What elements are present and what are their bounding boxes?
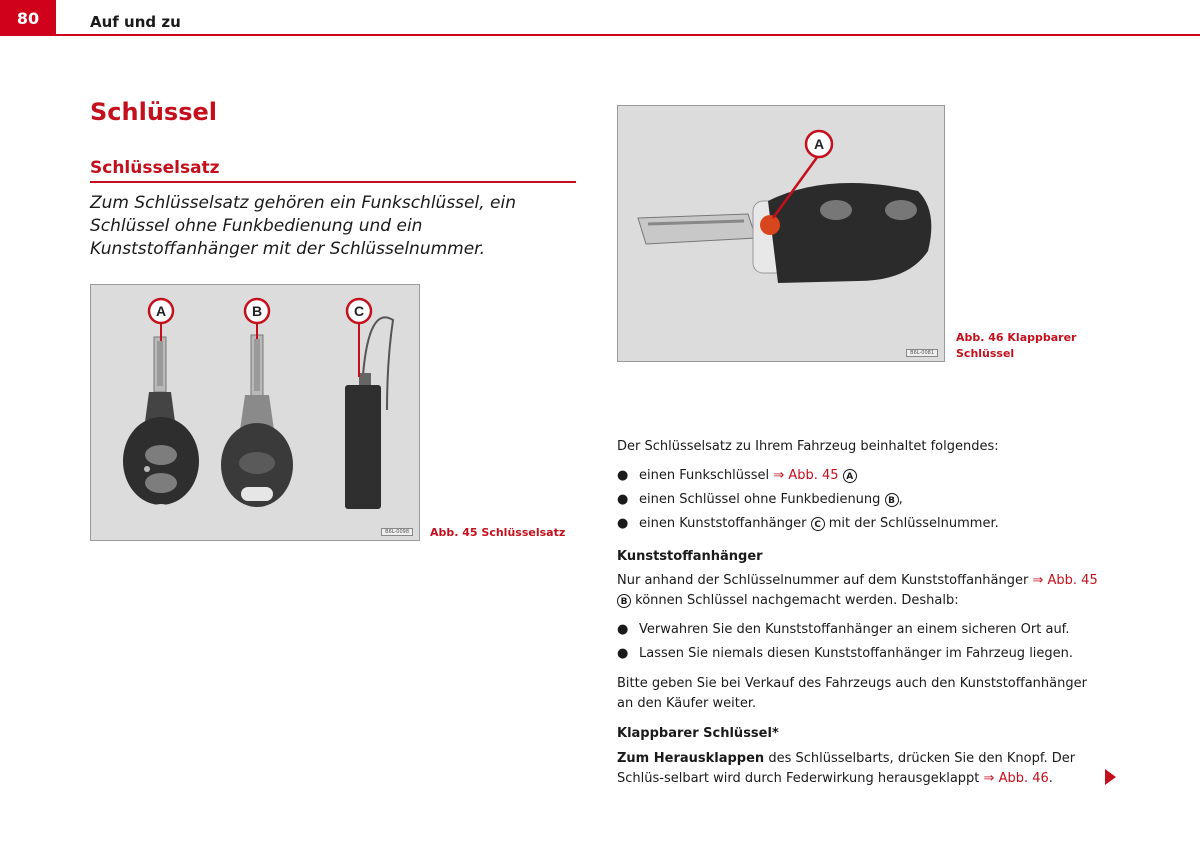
label-a-circle	[149, 299, 173, 323]
paragraph-text: des Schlüsselbarts, drücken Sie den Knopf. Der Schlüs-selbart wird durch Federwirkung herausgeklappt	[617, 751, 1076, 786]
plastic-tag-graphic	[345, 317, 393, 509]
section-rule	[90, 181, 576, 183]
bullet-icon: ●	[617, 516, 629, 531]
paragraph-intro: Der Schlüsselsatz zu Ihrem Fahrzeug beinhaltet folgendes:	[617, 439, 999, 454]
folding-key-graphic	[638, 183, 931, 283]
bullet-icon: ●	[617, 622, 629, 637]
bullet-text: einen Funkschlüssel	[639, 468, 770, 483]
label-a-circle	[806, 131, 832, 157]
paragraph-text: Nur anhand der Schlüsselnummer auf dem Kunststoffanhänger	[617, 573, 1029, 588]
fig46-label-a: A	[813, 136, 825, 152]
folding-key-illustration	[618, 106, 944, 361]
fig45-label-a: A	[155, 303, 167, 319]
section-title: Schlüsselsatz	[90, 158, 220, 178]
fig45-label-b: B	[251, 303, 263, 319]
section-intro: Zum Schlüsselsatz gehören ein Funkschlüssel, ein Schlüssel ohne Funkbedienung und ein Kunststoffanhänger mit der Schlüsselnummer.	[90, 193, 516, 259]
bullet-text: einen Schlüssel ohne Funkbedienung	[639, 492, 881, 507]
triangle-right-icon[interactable]	[1105, 769, 1116, 785]
bullet-icon: ●	[617, 492, 629, 507]
paragraph-folding	[617, 749, 1107, 789]
circle-label: B	[617, 594, 631, 608]
bullet-text: einen Kunststoffanhänger	[639, 516, 807, 531]
subheading-folding-key: Klappbarer Schlüssel*	[617, 726, 779, 741]
figure-reference-link[interactable]: ⇒ Abb. 46	[983, 771, 1049, 786]
label-c-circle	[347, 299, 371, 323]
circle-label: B	[885, 493, 899, 507]
figure-folding-key	[617, 105, 945, 362]
figure-reference-link[interactable]: ⇒ Abb. 45	[1032, 573, 1098, 588]
figure-code: B6L-0098	[381, 528, 413, 536]
circle-label: A	[843, 469, 857, 483]
page-heading: Schlüssel	[90, 98, 217, 126]
bullet-suffix: mit der Schlüsselnummer.	[828, 516, 999, 531]
paragraph-text: können Schlüssel nachgemacht werden. Deshalb:	[635, 593, 959, 608]
header-title: Auf und zu	[90, 13, 181, 31]
paragraph-end: .	[1048, 771, 1053, 786]
bullet-text: Verwahren Sie den Kunststoffanhänger an einem sicheren Ort auf.	[639, 622, 1070, 637]
bullet-icon: ●	[617, 646, 629, 661]
figure-key-set	[90, 284, 420, 541]
header-rule	[56, 34, 1200, 36]
bullet-icon: ●	[617, 468, 629, 483]
page-number: 80	[0, 0, 56, 36]
paragraph-tag	[617, 571, 1107, 611]
radio-key-graphic	[123, 337, 199, 510]
bullet-suffix: ,	[898, 492, 903, 507]
key-set-illustration	[91, 285, 419, 540]
caption-abb-46: Abb. 46 Klappbarer Schlüssel	[956, 331, 1077, 360]
subheading-plastic-tag: Kunststoffanhänger	[617, 549, 763, 564]
bold-lead: Zum Herausklappen	[617, 751, 765, 766]
fig45-label-c: C	[353, 303, 365, 319]
circle-label: C	[811, 517, 825, 531]
bullet-text: Lassen Sie niemals diesen Kunststoffanhänger im Fahrzeug liegen.	[639, 646, 1074, 661]
label-b-circle	[245, 299, 269, 323]
caption-abb-45: Abb. 45 Schlüsselsatz	[430, 526, 566, 539]
figure-reference-link[interactable]: ⇒ Abb. 45	[773, 468, 839, 483]
plain-key-graphic	[221, 335, 293, 507]
paragraph-sale: Bitte geben Sie bei Verkauf des Fahrzeugs auch den Kunststoffanhänger an den Käufer weiter.	[617, 676, 1087, 711]
figure-code: B6L-0081	[906, 349, 938, 357]
